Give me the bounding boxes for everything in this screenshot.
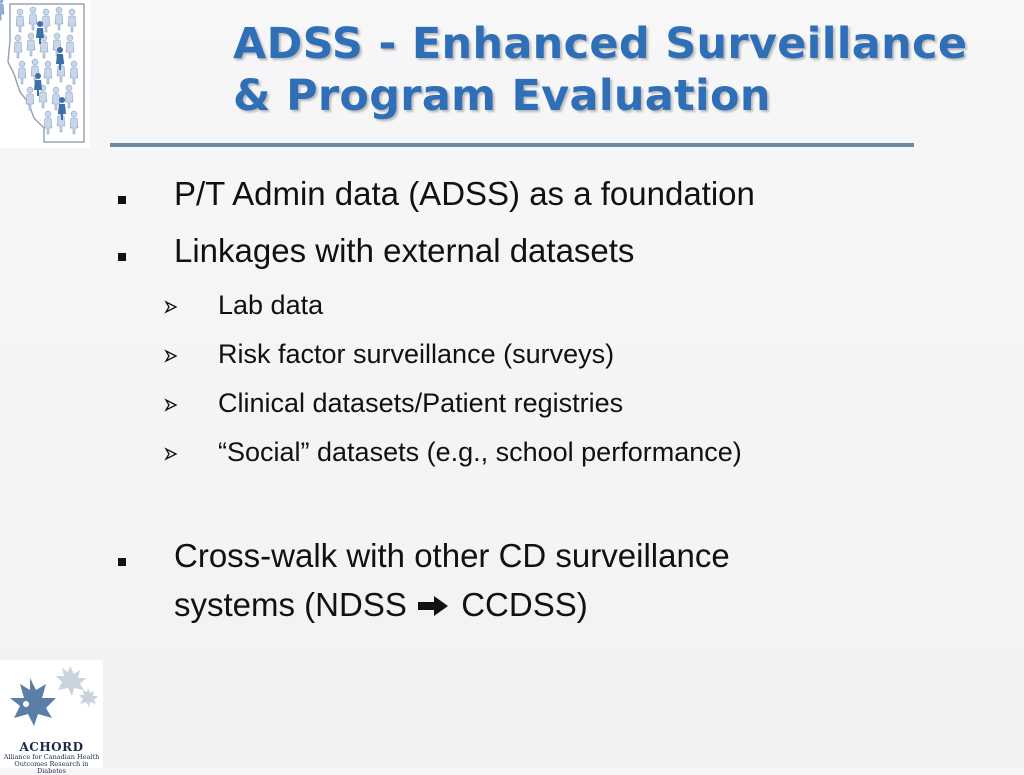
- sub-bullet-item: Risk factor surveillance (surveys): [218, 339, 615, 369]
- logo-subtitle-line-2: Outcomes Research in Diabetes: [14, 760, 89, 775]
- arrowhead-bullet-icon: [164, 349, 178, 363]
- logo-subtitle: [0, 754, 103, 775]
- maple-leaf-icon: [0, 660, 103, 740]
- square-bullet-icon: [118, 196, 126, 204]
- bullet-item: P/T Admin data (ADSS) as a foundation: [174, 175, 755, 212]
- logo-subtitle-line-1: Alliance for Canadian Health: [3, 753, 100, 761]
- sub-bullet-item: Clinical datasets/Patient registries: [218, 388, 624, 418]
- title-line-1: ADSS - Enhanced Surveillance: [233, 19, 968, 69]
- arrowhead-bullet-icon: [164, 447, 178, 461]
- achord-logo: [0, 660, 103, 775]
- right-arrow-icon: [416, 594, 452, 618]
- logo-name: ACHORD: [19, 740, 84, 754]
- arrowhead-bullet-icon: [164, 398, 178, 412]
- square-bullet-icon: [118, 558, 126, 566]
- square-bullet-icon: [118, 253, 126, 261]
- arrowhead-bullet-icon: [164, 300, 178, 314]
- bullet-item-line-2: [174, 581, 588, 629]
- bullet-item-line-1: Cross-walk with other CD surveillance: [174, 537, 730, 574]
- sub-bullet-item: Lab data: [218, 290, 324, 320]
- bullet-item: Linkages with external datasets: [174, 232, 635, 269]
- bullet-text: CCDSS): [452, 586, 588, 623]
- sub-bullet-item: “Social” datasets (e.g., school performance): [218, 437, 742, 467]
- title-line-2: & Program Evaluation: [233, 71, 771, 121]
- bullet-text: systems (NDSS: [174, 586, 417, 623]
